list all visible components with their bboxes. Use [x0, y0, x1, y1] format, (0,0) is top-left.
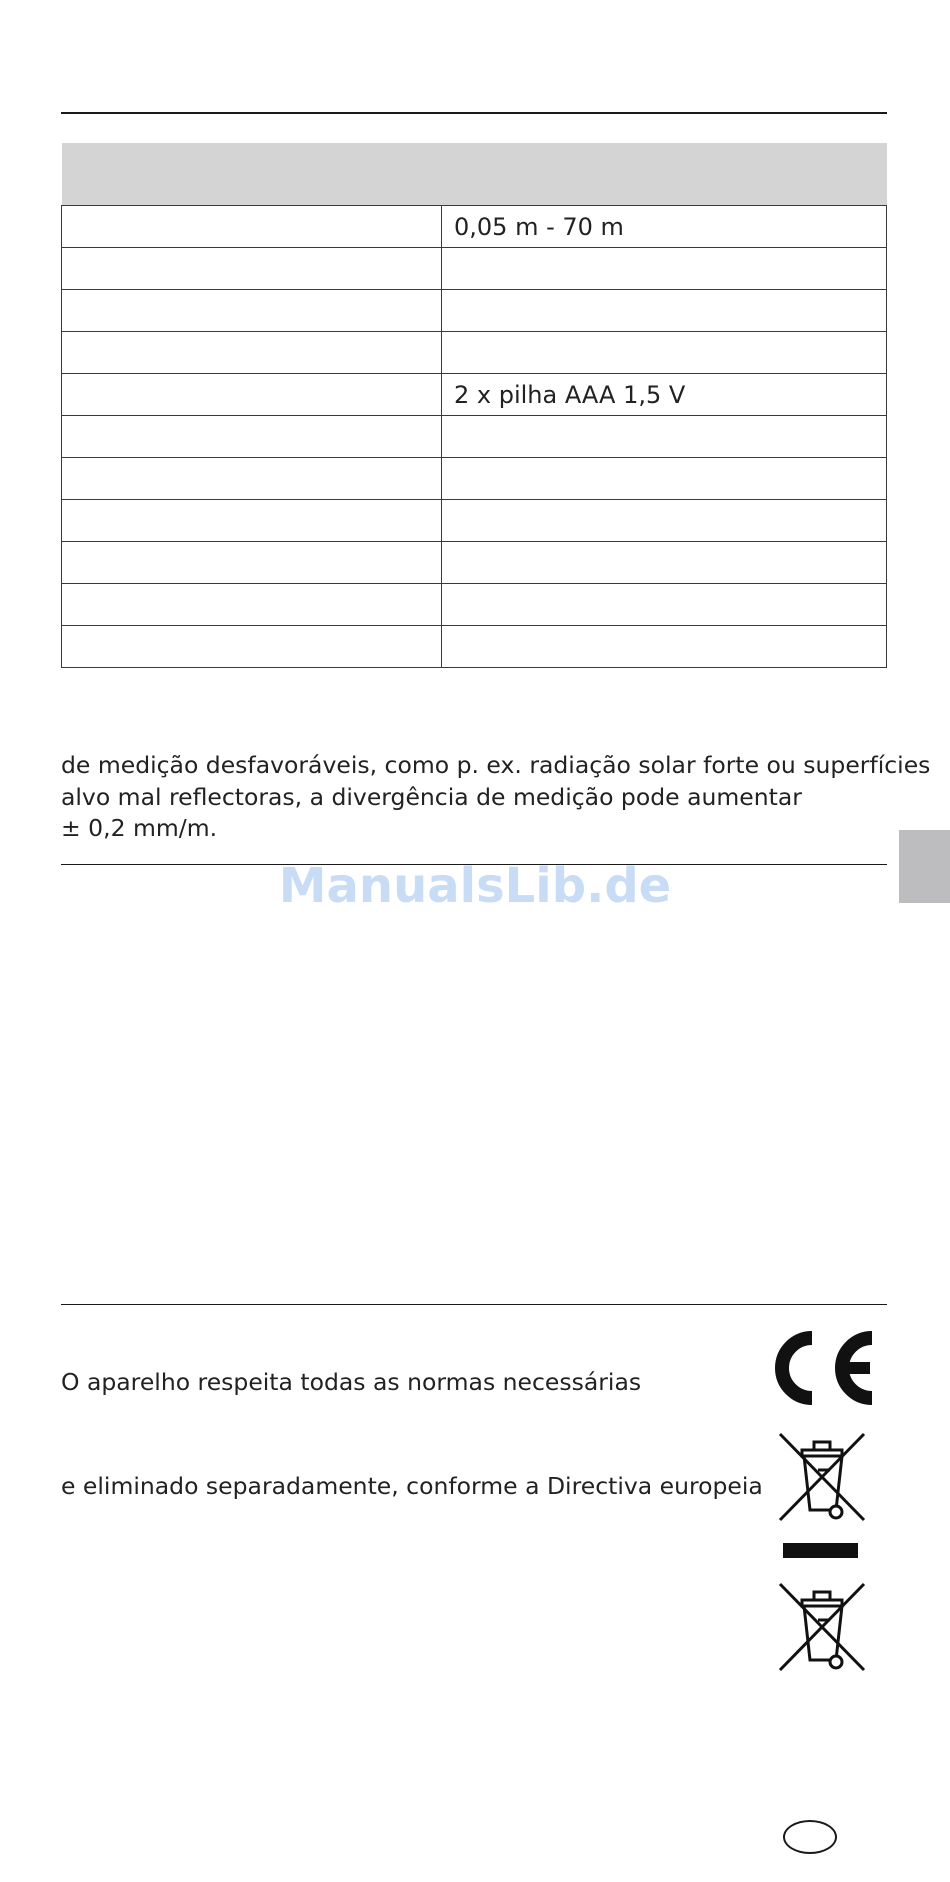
section-rule [61, 1304, 887, 1305]
country-oval-icon [783, 1820, 837, 1854]
watermark: ManualsLib.de [278, 858, 672, 914]
note-line: alvo mal reflectoras, a divergência de medição pode aumentar [61, 782, 802, 811]
disposal-text: e eliminado separadamente, conforme a Directiva europeia [61, 1472, 763, 1500]
ce-text: O aparelho respeita todas as normas necessárias [61, 1368, 642, 1396]
note-line: ± 0,2 mm/m. [61, 814, 218, 842]
crossed-bin-icon [776, 1430, 868, 1524]
table-row [62, 626, 887, 668]
top-rule [61, 112, 887, 114]
accuracy-note [61, 750, 931, 845]
table-row [62, 290, 887, 332]
table-row [62, 584, 887, 626]
table-row [62, 416, 887, 458]
table-row [62, 248, 887, 290]
table-row [62, 206, 887, 248]
table-row [62, 458, 887, 500]
separator-bar-icon [783, 1543, 858, 1558]
table-row [62, 332, 887, 374]
chapter-tab [899, 830, 950, 903]
battery-value: 2 x pilha AAA 1,5 V [442, 374, 887, 416]
table-row [62, 374, 887, 416]
spec-table [61, 143, 887, 668]
table-row [62, 542, 887, 584]
crossed-bin-icon [776, 1580, 868, 1674]
table-header-row [62, 143, 887, 206]
range-value: 0,05 m - 70 m [442, 206, 887, 248]
note-line: de medição desfavoráveis, como p. ex. radiação solar forte ou superfícies [61, 751, 931, 779]
ce-mark-icon [762, 1326, 880, 1410]
table-row [62, 500, 887, 542]
